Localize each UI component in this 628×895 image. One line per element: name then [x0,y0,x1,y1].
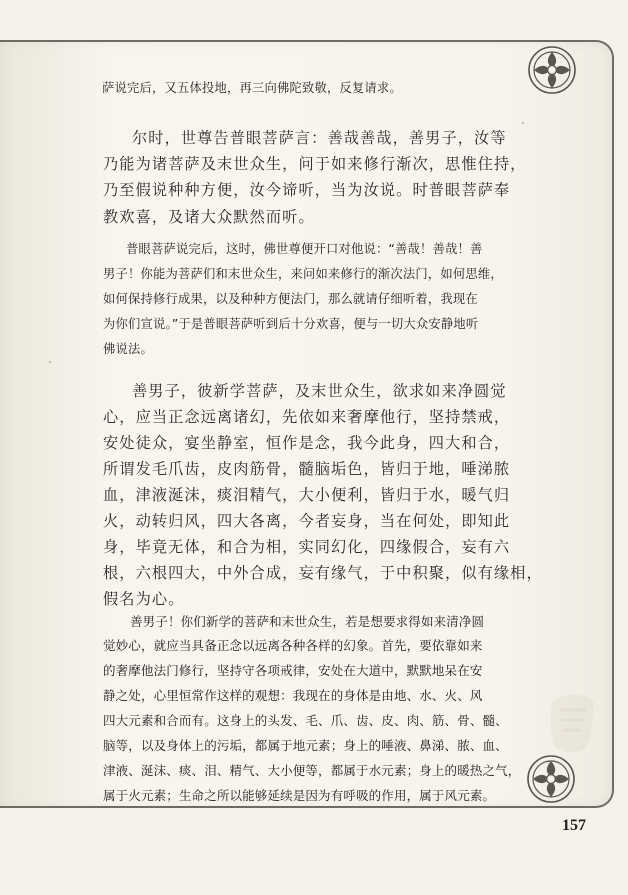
paragraph-4-line: 假名为心。 [103,590,185,608]
paragraph-4-line: 根，六根四大，中外合成，妄有缘气，于中积聚，似有缘相， [103,564,543,582]
paragraph-5-line: 脑等，以及身体上的污垢，都属于地元素；身上的唾液、鼻涕、脓、血、 [103,738,508,753]
paragraph-3-line: 为你们宣说。”于是普眼菩萨听到后十分欢喜，便与一切大众安静地听 [103,317,479,331]
paragraph-3-line: 佛说法。 [103,342,153,356]
paragraph-2-line: 乃至假说种种方便，汝今谛听，当为汝说。时普眼菩萨奉 [103,181,511,199]
paragraph-3-line: 普眼菩萨说完后，这时，佛世尊便开口对他说：“善哉！善哉！善 [126,242,483,256]
paragraph-4-line: 心，应当正念远离诸幻，先依如来奢摩他行，坚持禁戒， [103,408,511,426]
paragraph-4-line: 所谓发毛爪齿，皮肉筋骨，髓脑垢色，皆归于地，唾涕脓 [103,460,511,478]
paragraph-4-line: 血，津液涎沫，痰泪精气，大小便利，皆归于水，暖气归 [103,486,511,504]
paragraph-4-line: 火，动转归风，四大各离，今者妄身，当在何处，即知此 [103,512,511,530]
paragraph-2-line: 尔时，世尊告普眼菩萨言：善哉善哉，善男子，汝等 [132,129,507,147]
paragraph-5-line: 善男子！你们新学的菩萨和末世众生，若是想要求得如来清净圆 [130,614,485,629]
paragraph-5-line: 四大元素和合而有。这身上的头发、毛、爪、齿、皮、肉、筋、骨、髓、 [103,713,508,728]
stamp-watermark-icon [544,690,602,760]
paragraph-4-line: 身，毕竟无体，和合为相，实同幻化，四缘假合，妄有六 [103,538,511,556]
paragraph-5-line: 津液、涎沫、痰、泪、精气、大小便等，都属于水元素；身上的暖热之气， [103,763,521,778]
paragraph-4-line: 善男子，彼新学菩萨，及末世众生，欲求如来净圆觉 [132,382,507,400]
page-number: 157 [562,817,586,834]
paragraph-5-line: 觉妙心，就应当具备正念以远离各种各样的幻象。首先，要依靠如来 [103,638,483,653]
page-mark [522,122,524,124]
paragraph-5-line: 属于火元素；生命之所以能够延续是因为有呼吸的作用，属于风元素。 [103,788,496,803]
paragraph-3-line: 男子！你能为菩萨们和末世众生，来问如来修行的渐次法门，如何思维， [103,267,503,281]
page-mark [49,361,51,363]
floral-ornament-icon [524,42,580,98]
paragraph-2-line: 乃能为诸菩萨及末世众生，问于如来修行渐次，思惟住持， [103,155,527,173]
paragraph-1-line: 萨说完后，又五体投地，再三向佛陀致敬，反复请求。 [102,81,402,95]
paragraph-2-line: 教欢喜，及诸大众默然而听。 [103,208,315,226]
paragraph-4-line: 安处徒众，宴坐静室，恒作是念，我今此身，四大和合， [103,434,511,452]
paragraph-5-line: 的奢摩他法门修行，坚持守各项戒律，安处在大道中，默默地呆在安 [103,663,483,678]
paragraph-3-line: 如何保持修行成果，以及种种方便法门，那么就请仔细听着，我现在 [103,292,478,306]
paragraph-5-line: 静之处，心里恒常作这样的观想：我现在的身体是由地、水、火、风 [103,688,483,703]
